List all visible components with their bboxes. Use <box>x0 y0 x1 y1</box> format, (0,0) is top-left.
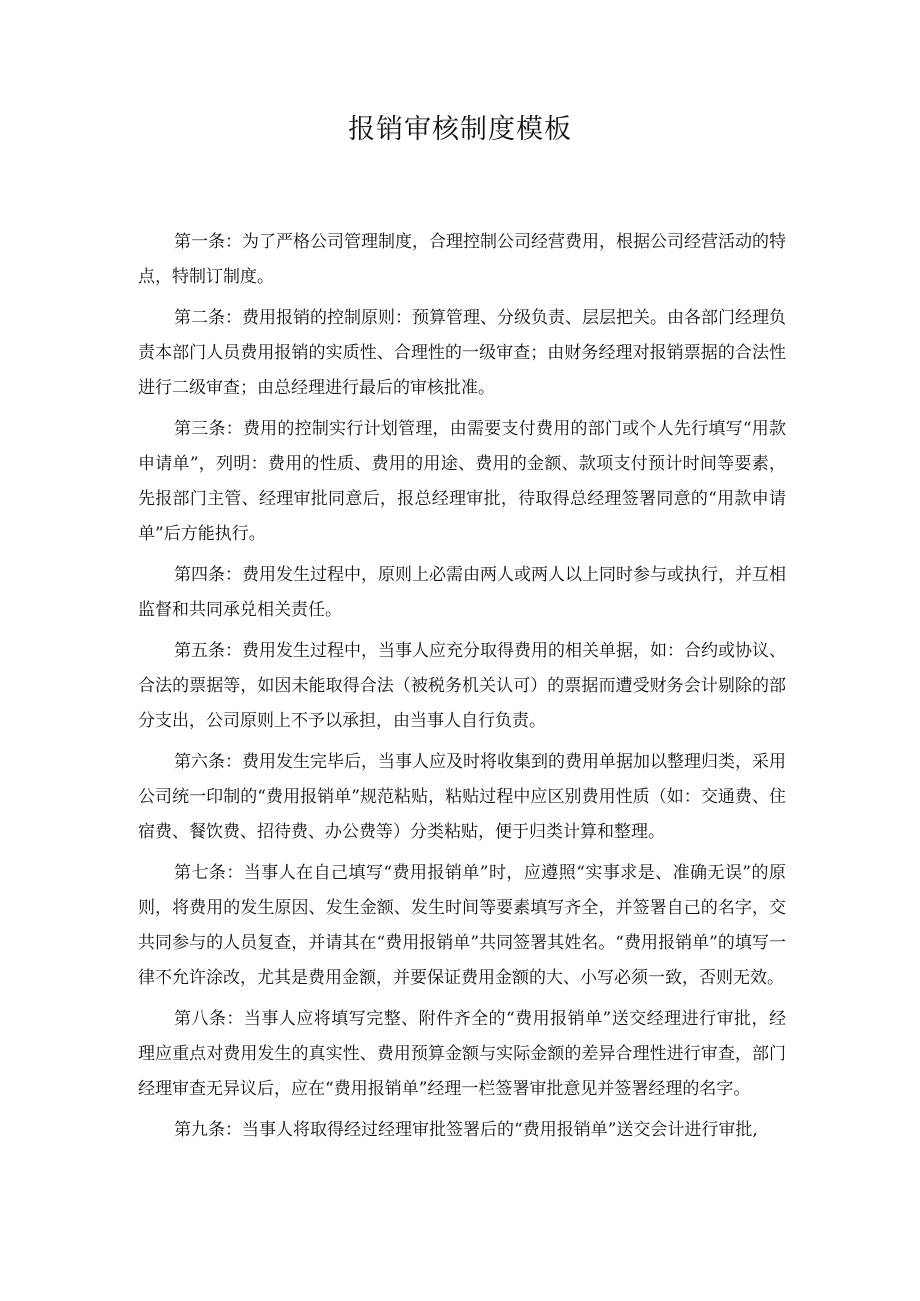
article-3: 第三条：费用的控制实行计划管理，由需要支付费用的部门或个人先行填写“用款申请单”，列明：费用的性质、费用的用途、费用的金额、款项支付预计时间等要素，先报部门主管、经理审批同意后，报总经理审批，待取得总经理签署同意的“用款申请单”后方能执行。 <box>138 419 786 544</box>
article-4: 第四条：费用发生过程中，原则上必需由两人或两人以上同时参与或执行，并互相监督和共同承兑相关责任。 <box>138 565 786 620</box>
article-5: 第五条：费用发生过程中，当事人应充分取得费用的相关单据，如：合约或协议、合法的票据等，如因未能取得合法（被税务机关认可）的票据而遭受财务会计剔除的部分支出，公司原则上不予以承担，由当事人自行负责。 <box>138 641 786 731</box>
article-1: 第一条：为了严格公司管理制度，合理控制公司经营费用，根据公司经营活动的特点，特制订制度。 <box>138 232 786 287</box>
article-2: 第二条：费用报销的控制原则：预算管理、分级负责、层层把关。由各部门经理负责本部门人员费用报销的实质性、合理性的一级审查；由财务经理对报销票据的合法性进行二级审查；由总经理进行最后的审核批准。 <box>138 308 786 398</box>
article-6: 第六条：费用发生完毕后，当事人应及时将收集到的费用单据加以整理归类，采用公司统一印制的“费用报销单”规范粘贴，粘贴过程中应区别费用性质（如：交通费、住宿费、餐饮费、招待费、办公费等）分类粘贴，便于归类计算和整理。 <box>138 752 786 842</box>
article-8: 第八条：当事人应将填写完整、附件齐全的“费用报销单”送交经理进行审批，经理应重点对费用发生的真实性、费用预算金额与实际金额的差异合理性进行审查，部门经理审查无异议后，应在“费用报销单”经理一栏签署审批意见并签署经理的名字。 <box>138 1009 786 1099</box>
document-title: 报销审核制度模板 <box>348 114 572 145</box>
article-9: 第九条：当事人将取得经过经理审批签署后的“费用报销单”送交会计进行审批, <box>174 1120 758 1140</box>
document-body <box>138 225 786 1154</box>
article-7: 第七条：当事人在自己填写“费用报销单”时，应遵照“实事求是、准确无误”的原则，将费用的发生原因、发生金额、发生时间等要素填写齐全，并签署自己的名字，交共同参与的人员复查，并请其在“费用报销单”共同签署其姓名。“费用报销单”的填写一律不允许涂改，尤其是费用金额，并要保证费用金额的大、小写必须一致，否则无效。 <box>138 863 786 988</box>
